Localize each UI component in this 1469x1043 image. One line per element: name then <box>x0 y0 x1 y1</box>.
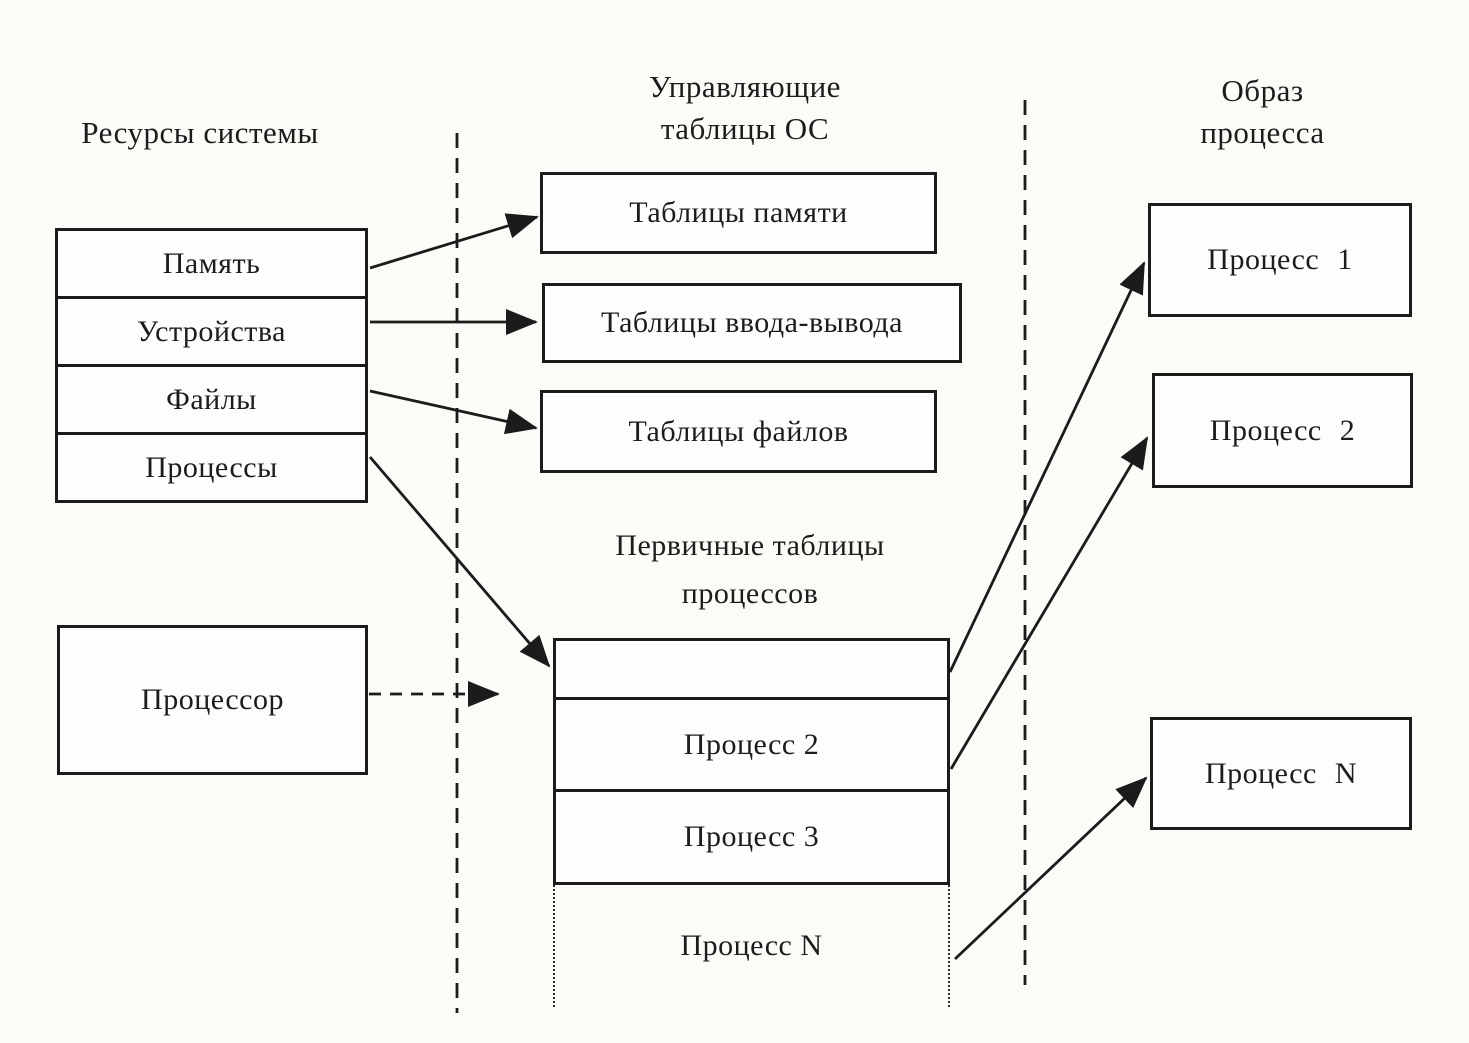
resource-row-memory-label: Память <box>162 246 261 280</box>
process-image-header-line1: Образ <box>1221 73 1304 108</box>
resource-row-devices-label: Устройства <box>137 314 286 348</box>
control-tables-header-line1: Управляющие <box>649 69 841 104</box>
control-tables-header-line2: таблицы ОС <box>660 111 830 146</box>
process-image-box-2 <box>1152 373 1413 488</box>
primary-process-row-3 <box>556 789 947 882</box>
primary-tables-label <box>560 522 940 618</box>
control-tables-column-header <box>590 66 900 150</box>
processor-box-label: Процессор <box>141 683 284 716</box>
arrow-files-to-file-tables <box>370 391 536 428</box>
arrow-row2-to-process-image-2 <box>951 438 1147 769</box>
memory-tables-box <box>540 172 937 254</box>
process-image-box-1 <box>1148 203 1412 317</box>
resource-stack <box>55 228 368 503</box>
resource-row-devices <box>58 296 365 364</box>
primary-process-row-3-label: Процесс 3 <box>683 820 820 854</box>
resource-row-files <box>58 364 365 432</box>
process-image-box-n <box>1150 717 1412 830</box>
arrow-processes-to-primary-tables <box>370 457 549 666</box>
file-tables-box-label: Таблицы файлов <box>628 414 849 448</box>
primary-process-stack <box>553 638 950 885</box>
resource-row-processes <box>58 432 365 500</box>
primary-tables-label-line1: Первичные таблицы <box>615 529 885 562</box>
io-tables-box <box>542 283 962 363</box>
arrow-rown-to-process-image-n <box>955 778 1146 959</box>
resource-row-memory <box>58 231 365 296</box>
primary-process-row-1 <box>556 641 947 697</box>
primary-process-row-n-label: Процесс N <box>680 929 823 962</box>
process-image-box-2-label: Процесс 2 <box>1209 413 1356 447</box>
arrow-row1-to-process-image-1 <box>950 263 1144 672</box>
process-image-box-n-label: Процесс N <box>1204 756 1358 790</box>
processor-box <box>57 625 368 775</box>
resource-row-files-label: Файлы <box>166 382 257 416</box>
file-tables-box <box>540 390 937 473</box>
resources-column-header: Ресурсы системы <box>81 115 319 150</box>
primary-process-row-2-label: Процесс 2 <box>683 727 820 761</box>
primary-process-row-2 <box>556 697 947 790</box>
arrow-memory-to-memory-tables <box>370 217 537 268</box>
primary-process-row-n <box>553 885 950 1007</box>
resource-row-processes-label: Процессы <box>145 450 278 484</box>
memory-tables-box-label: Таблицы памяти <box>629 196 848 229</box>
io-tables-box-label: Таблицы ввода-вывода <box>601 306 903 339</box>
process-image-box-1-label: Процесс 1 <box>1207 243 1353 276</box>
process-image-header-line2: процесса <box>1200 115 1325 150</box>
primary-tables-label-line2: процессов <box>681 577 819 610</box>
process-image-column-header <box>1140 70 1385 154</box>
